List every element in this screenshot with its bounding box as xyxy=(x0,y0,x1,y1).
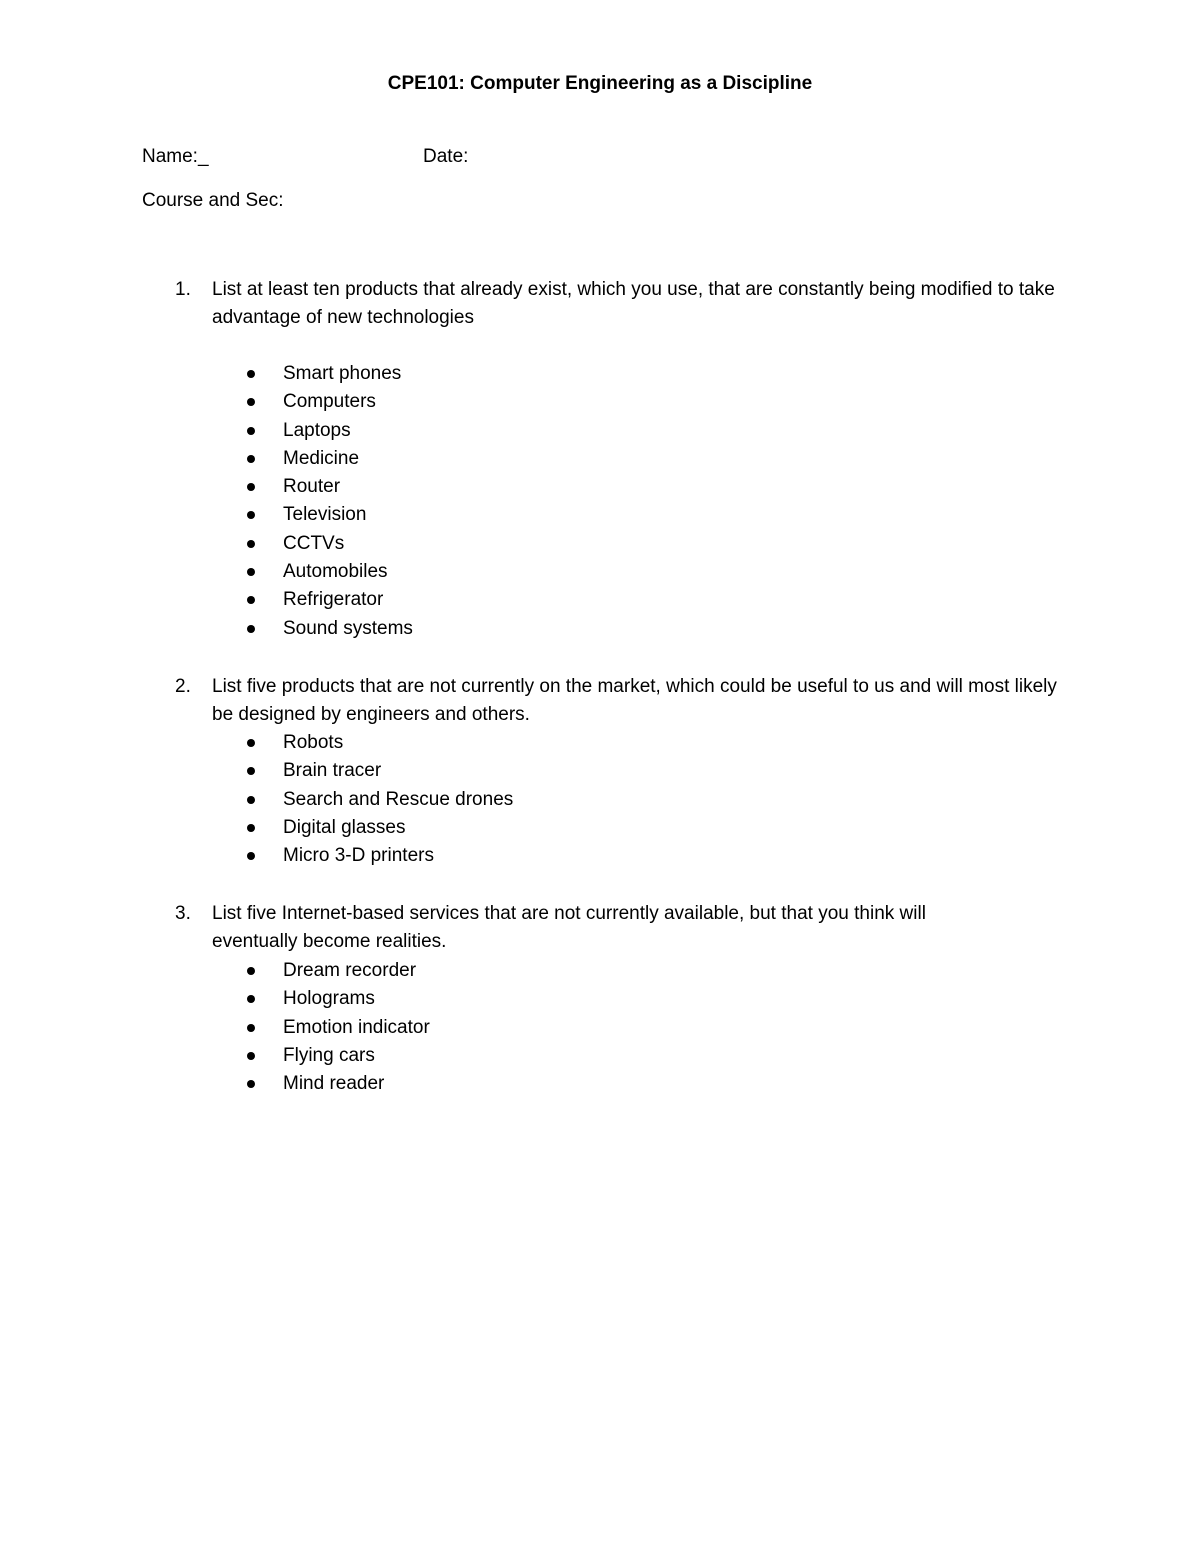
bullet-icon xyxy=(247,483,255,491)
list-item xyxy=(245,757,513,785)
list-item xyxy=(245,417,413,445)
answer-text: CCTVs xyxy=(283,532,345,554)
list-item xyxy=(245,473,413,501)
list-item xyxy=(245,586,413,614)
answer-text: Sound systems xyxy=(283,617,413,639)
list-item xyxy=(245,957,430,985)
answer-text: Emotion indicator xyxy=(283,1016,430,1038)
list-item xyxy=(245,445,413,473)
bullet-icon xyxy=(247,625,255,633)
answer-text: Television xyxy=(283,504,367,526)
answer-text: Laptops xyxy=(283,419,351,441)
list-item xyxy=(245,985,430,1013)
question-number: 3. xyxy=(175,903,191,924)
answer-text: Robots xyxy=(283,732,344,753)
answer-text: Refrigerator xyxy=(283,589,384,611)
question-text: List at least ten products that already exist, which you use, that are constantly being modified to take advantage of new technologies xyxy=(212,279,1055,328)
bullet-icon xyxy=(247,767,255,775)
list-item xyxy=(245,360,413,388)
answer-text: Brain tracer xyxy=(283,760,382,782)
question-number: 2. xyxy=(175,676,191,697)
list-item xyxy=(245,1042,430,1070)
question-text: List five Internet-based services that are not currently available, but that you think will eventually become realities. xyxy=(212,903,926,952)
bullet-icon xyxy=(247,995,255,1003)
date-field-label: Date: xyxy=(423,146,469,167)
list-item xyxy=(245,501,413,529)
answer-text: Search and Rescue drones xyxy=(283,788,514,810)
answer-text: Medicine xyxy=(283,447,360,469)
answer-text: Digital glasses xyxy=(283,816,406,838)
bullet-icon xyxy=(247,427,255,435)
course-field-label: Course and Sec: xyxy=(142,190,284,211)
bullet-icon xyxy=(247,1024,255,1032)
answer-list-1 xyxy=(245,360,413,643)
list-item xyxy=(245,1014,430,1042)
list-item xyxy=(245,786,513,814)
bullet-icon xyxy=(247,370,255,378)
list-item xyxy=(245,615,413,643)
answer-text: Flying cars xyxy=(283,1044,375,1066)
bullet-icon xyxy=(247,824,255,832)
bullet-icon xyxy=(247,1080,255,1088)
bullet-icon xyxy=(247,398,255,406)
list-item xyxy=(245,1070,430,1098)
bullet-icon xyxy=(247,796,255,804)
question-3 xyxy=(175,900,1075,956)
bullet-icon xyxy=(247,540,255,548)
list-item xyxy=(245,814,513,842)
bullet-icon xyxy=(247,739,255,747)
list-item xyxy=(245,388,413,416)
list-item xyxy=(245,842,513,870)
bullet-icon xyxy=(247,852,255,860)
list-item xyxy=(245,530,413,558)
question-text: List five products that are not currently on the market, which could be useful to us and will most likely be designed by engineers and others. xyxy=(212,676,1057,725)
bullet-icon xyxy=(247,967,255,975)
question-number: 1. xyxy=(175,279,191,300)
answer-text: Mind reader xyxy=(283,1073,385,1095)
bullet-icon xyxy=(247,455,255,463)
bullet-icon xyxy=(247,1052,255,1060)
list-item xyxy=(245,558,413,586)
answer-list-2 xyxy=(245,729,513,870)
answer-text: Holograms xyxy=(283,988,375,1010)
bullet-icon xyxy=(247,596,255,604)
bullet-icon xyxy=(247,568,255,576)
question-2 xyxy=(175,673,1075,729)
answer-text: Micro 3-D printers xyxy=(283,845,434,867)
answer-text: Automobiles xyxy=(283,561,388,583)
answer-text: Router xyxy=(283,476,341,498)
answer-text: Dream recorder xyxy=(283,960,417,981)
answer-list-3 xyxy=(245,957,430,1098)
bullet-icon xyxy=(247,511,255,519)
list-item xyxy=(245,729,513,757)
document-title: CPE101: Computer Engineering as a Discipline xyxy=(387,73,813,94)
answer-text: Smart phones xyxy=(283,363,402,384)
name-field-label: Name:_ xyxy=(142,146,209,167)
answer-text: Computers xyxy=(283,391,376,413)
question-1 xyxy=(175,276,1075,332)
